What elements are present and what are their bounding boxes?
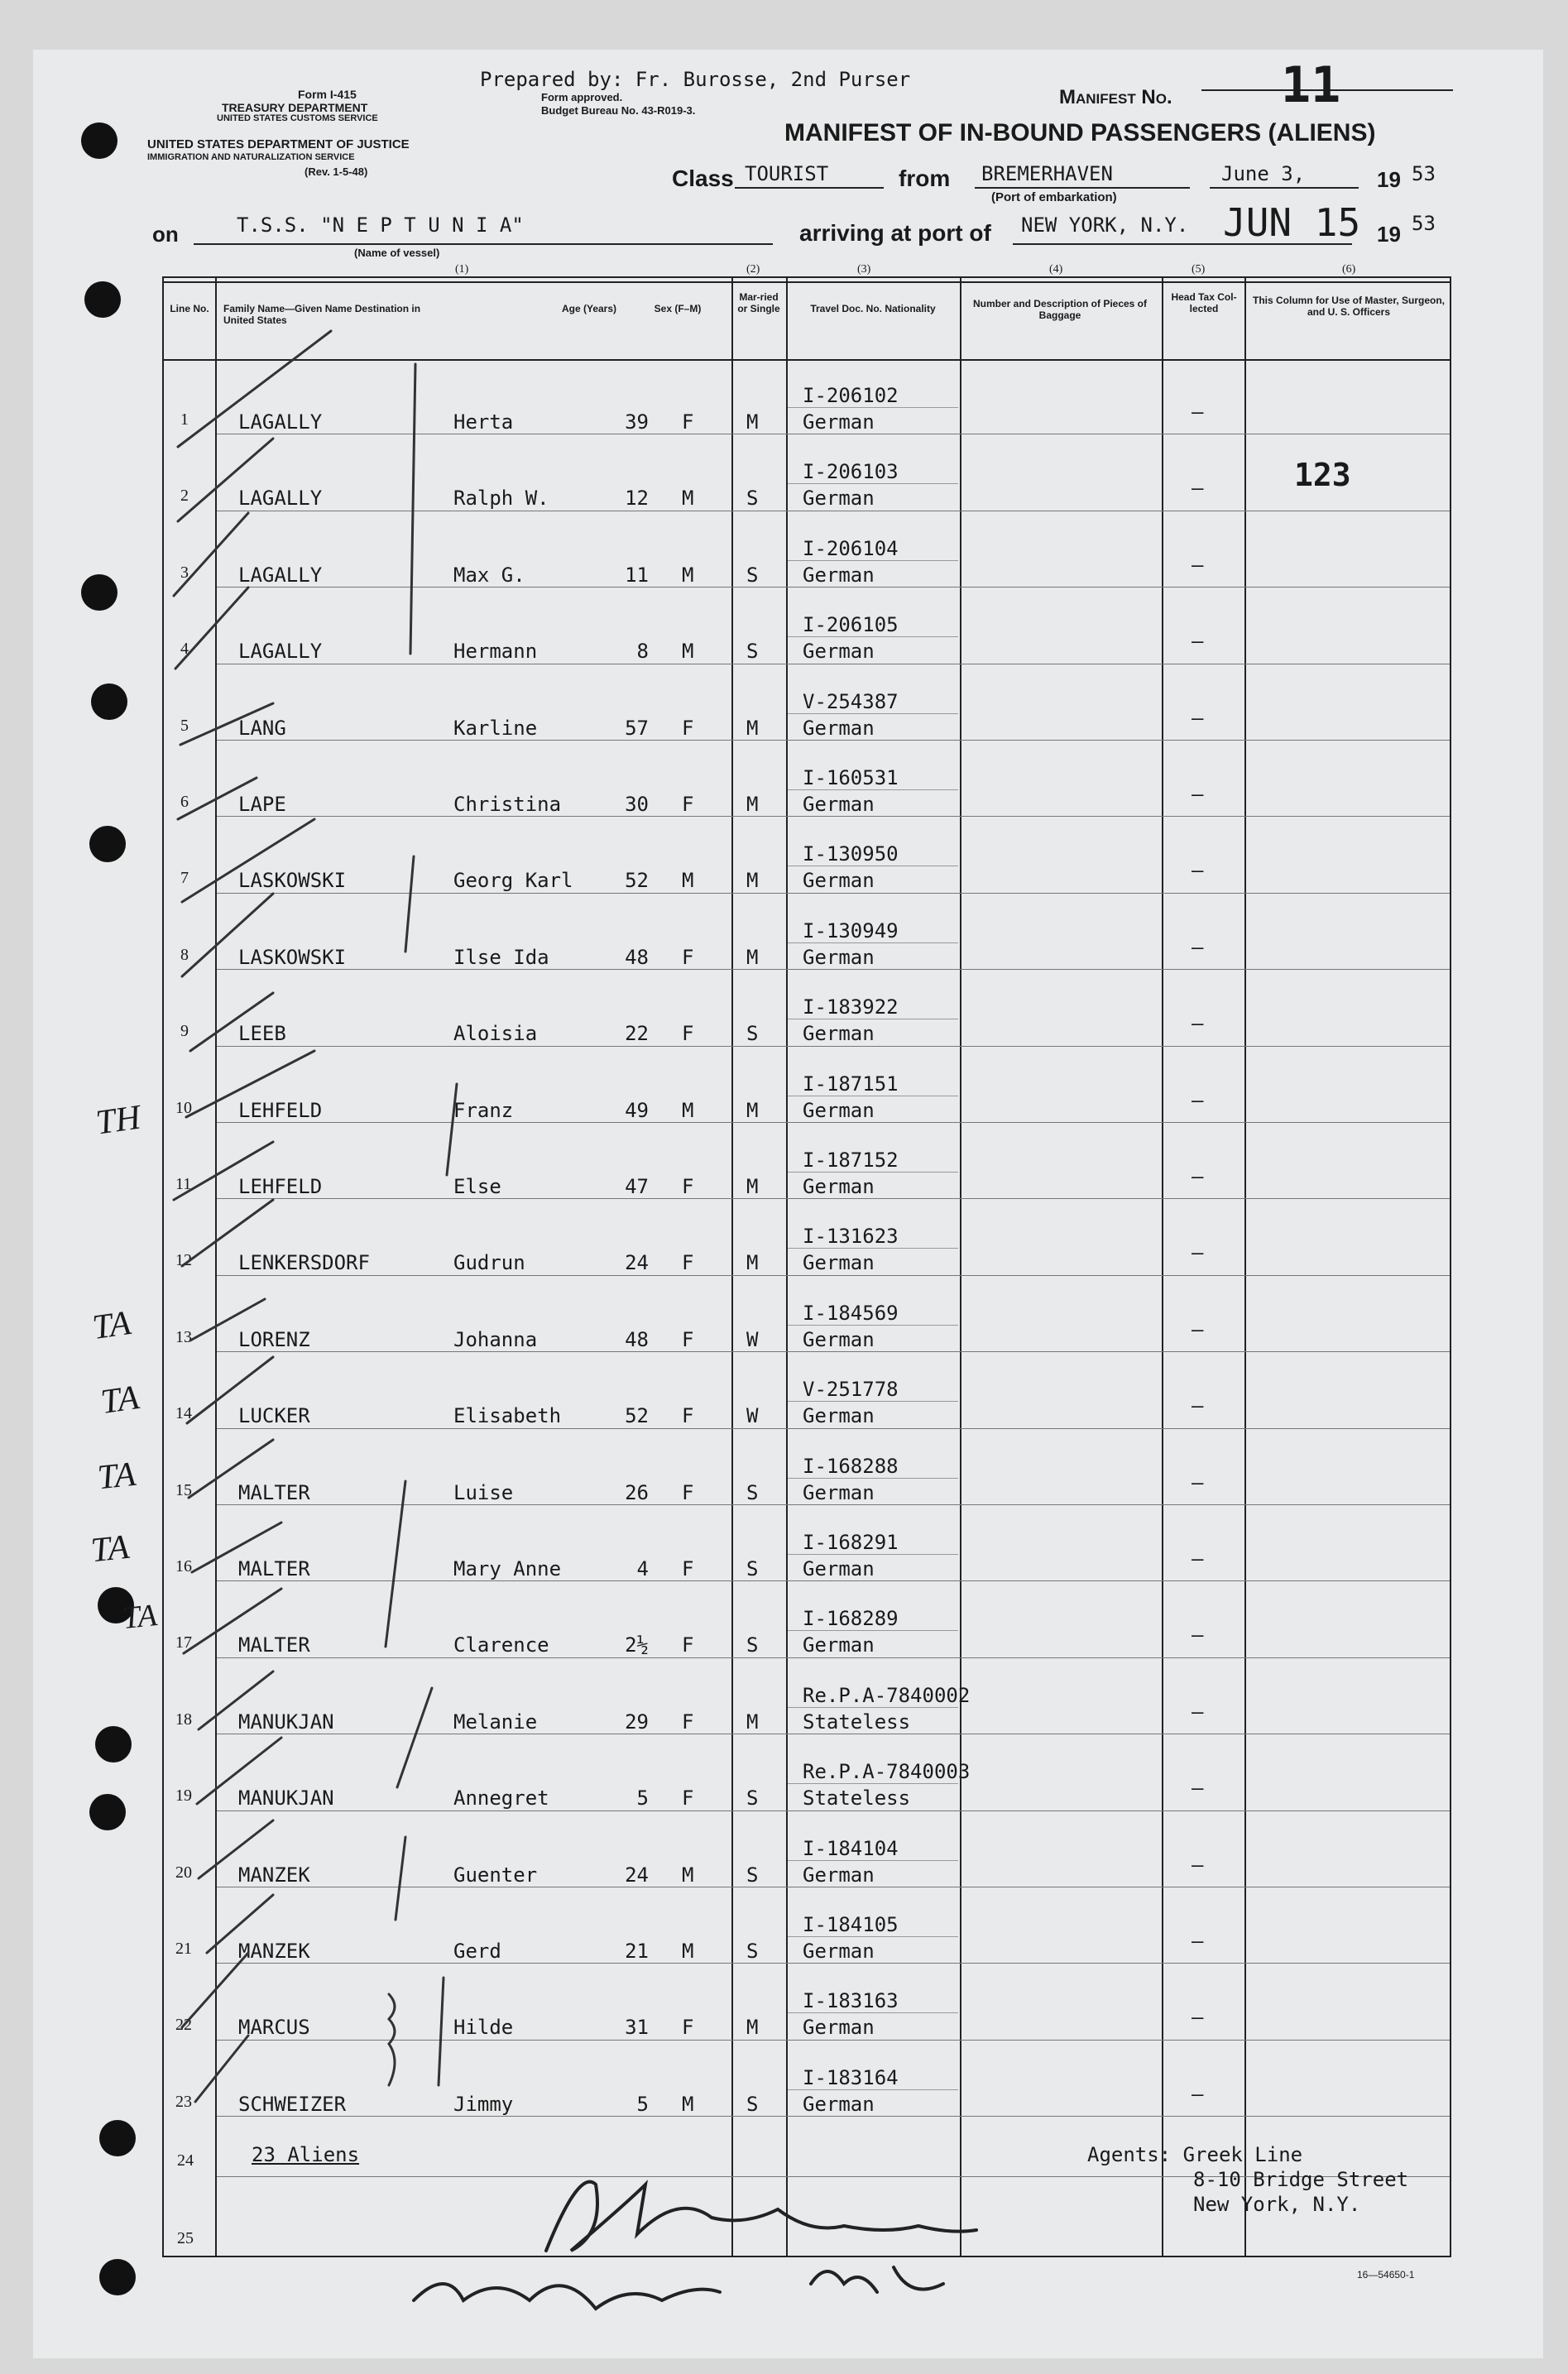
nationality: German: [803, 563, 875, 587]
header-officers: This Column for Use of Master, Surgeon, and U. S. Officers: [1252, 295, 1446, 318]
age: 47: [625, 1175, 649, 1198]
family-name: LEHFELD: [238, 1098, 323, 1122]
col-num-4: (4): [1049, 263, 1063, 276]
check-mark: [175, 588, 248, 669]
given-name: Elisabeth: [453, 1404, 562, 1428]
sex: F: [682, 1633, 694, 1657]
sex: F: [682, 1710, 694, 1734]
check-mark: [184, 1589, 281, 1653]
given-name: Jimmy: [453, 2092, 514, 2116]
margin-note: TA: [98, 1379, 141, 1422]
nationality: German: [803, 1327, 875, 1351]
arrival-date-stamp: JUN 15: [1223, 200, 1361, 245]
row-line-number: 9: [180, 1022, 189, 1041]
check-mark: [195, 2036, 248, 2102]
given-name: Melanie: [453, 1710, 538, 1734]
travel-doc-number: I-168288: [803, 1454, 899, 1478]
aliens-count: 23 Aliens: [252, 2143, 360, 2166]
head-tax: –: [1192, 2006, 1204, 2030]
nationality: German: [803, 1480, 875, 1504]
age: 24: [625, 1251, 649, 1275]
from-label: from: [899, 165, 951, 191]
col-num-1: (1): [455, 263, 469, 276]
marital-status: S: [746, 487, 759, 511]
age: 30: [625, 793, 649, 816]
family-name: LAGALLY: [238, 410, 323, 434]
family-name: MANZEK: [238, 1940, 310, 1963]
head-tax: –: [1192, 1241, 1204, 1265]
head-tax: –: [1192, 1012, 1204, 1036]
age: 49: [625, 1098, 649, 1122]
departure-date: June 3,: [1221, 162, 1306, 185]
check-mark: [180, 703, 273, 745]
marital-status: M: [746, 793, 759, 816]
nationality: German: [803, 869, 875, 893]
travel-doc-number: I-130949: [803, 918, 899, 942]
revision: (Rev. 1-5-48): [304, 165, 368, 178]
nationality: Stateless: [803, 1710, 911, 1734]
bracket-line: [405, 856, 414, 952]
family-name: MARCUS: [238, 2016, 310, 2040]
family-name: LUCKER: [238, 1404, 310, 1428]
row-line-number: 22: [175, 2016, 192, 2035]
age: 8: [636, 640, 649, 664]
head-tax: –: [1192, 1777, 1204, 1801]
header-name: Family Name—Given Name Destination in United States: [223, 303, 421, 326]
given-name: Guenter: [453, 1863, 538, 1887]
check-mark: [190, 1299, 265, 1340]
manifest-title: MANIFEST OF IN-BOUND PASSENGERS (ALIENS): [784, 119, 1376, 146]
family-name: MALTER: [238, 1557, 310, 1580]
header-sex: Sex (F–M): [654, 303, 702, 314]
given-name: Hermann: [453, 640, 538, 664]
margin-note: TA: [90, 1304, 133, 1347]
age: 4: [636, 1557, 649, 1580]
from-value: BREMERHAVEN: [981, 162, 1113, 185]
check-mark: [182, 894, 273, 976]
marital-status: M: [746, 716, 759, 740]
marital-status: S: [746, 1022, 759, 1046]
family-name: LASKOWSKI: [238, 869, 347, 893]
marital-status: S: [746, 1557, 759, 1580]
row-line-number: 1: [180, 410, 189, 429]
check-mark: [186, 1051, 314, 1117]
row-line-number: 4: [180, 640, 189, 659]
row-line-number: 16: [175, 1557, 192, 1575]
marital-status: M: [746, 410, 759, 434]
nationality: German: [803, 1633, 875, 1657]
handwritten-note: [414, 2284, 720, 2309]
age: 48: [625, 1327, 649, 1351]
family-name: SCHWEIZER: [238, 2092, 347, 2116]
sex: F: [682, 1404, 694, 1428]
travel-doc-number: Re.P.A-7840003: [803, 1760, 971, 1784]
family-name: LAGALLY: [238, 487, 323, 511]
travel-doc-number: V-251778: [803, 1378, 899, 1402]
travel-doc-number: I-168291: [803, 1531, 899, 1554]
form-number: Form I-415: [298, 88, 357, 101]
travel-doc-number: V-254387: [803, 689, 899, 713]
agents-line-1: Agents: Greek Line: [1087, 2143, 1303, 2166]
margin-note: TA: [120, 1597, 159, 1637]
given-name: Gerd: [453, 1940, 501, 1963]
check-mark: [197, 1738, 281, 1804]
class-label: Class: [672, 165, 734, 191]
marital-status: W: [746, 1404, 759, 1428]
travel-doc-number: I-160531: [803, 766, 899, 789]
check-mark: [199, 1820, 273, 1878]
sex: M: [682, 1863, 694, 1887]
family-name: LASKOWSKI: [238, 945, 347, 969]
row-line-number: 17: [175, 1633, 192, 1652]
family-name: LORENZ: [238, 1327, 310, 1351]
check-mark: [192, 1523, 281, 1572]
age: 29: [625, 1710, 649, 1734]
head-tax: –: [1192, 477, 1204, 501]
age: 2½: [625, 1633, 649, 1657]
handwritten-time: [811, 2267, 943, 2292]
check-mark: [178, 331, 331, 447]
vessel-name: T.S.S. "N E P T U N I A": [237, 213, 524, 237]
nationality: German: [803, 2092, 875, 2116]
vessel-caption: (Name of vessel): [354, 247, 440, 259]
bracket-line: [397, 1688, 432, 1787]
given-name: Max G.: [453, 563, 525, 587]
head-tax: –: [1192, 1317, 1204, 1341]
row-line-number: 21: [175, 1940, 192, 1958]
travel-doc-number: I-183164: [803, 2065, 899, 2089]
travel-doc-number: I-184569: [803, 1301, 899, 1325]
head-tax: –: [1192, 1088, 1204, 1112]
nationality: German: [803, 1404, 875, 1428]
travel-doc-number: I-130950: [803, 842, 899, 866]
nationality: German: [803, 716, 875, 740]
marital-status: S: [746, 1480, 759, 1504]
given-name: Herta: [453, 410, 514, 434]
row-line-number: 13: [175, 1327, 192, 1346]
check-mark: [174, 1142, 273, 1200]
nationality: German: [803, 2016, 875, 2040]
check-mark: [199, 1671, 273, 1729]
marital-status: M: [746, 1175, 759, 1198]
age: 22: [625, 1022, 649, 1046]
marital-status: S: [746, 640, 759, 664]
family-name: LANG: [238, 716, 286, 740]
check-mark: [182, 1953, 248, 2027]
manifest-label: Manifest No.: [1059, 86, 1172, 108]
marital-status: M: [746, 869, 759, 893]
row-number-24: 24: [177, 2151, 194, 2170]
given-name: Aloisia: [453, 1022, 538, 1046]
travel-doc-number: Re.P.A-7840002: [803, 1683, 971, 1707]
age: 52: [625, 1404, 649, 1428]
row-line-number: 20: [175, 1863, 192, 1882]
form-approved: Form approved.: [541, 91, 623, 103]
given-name: Johanna: [453, 1327, 538, 1351]
age: 12: [625, 487, 649, 511]
head-tax: –: [1192, 2082, 1204, 2106]
sex: F: [682, 1175, 694, 1198]
check-mark: [178, 439, 273, 521]
check-mark: [174, 513, 248, 596]
given-name: Georg Karl: [453, 869, 573, 893]
family-name: LAGALLY: [238, 640, 323, 664]
head-tax: –: [1192, 1853, 1204, 1877]
sex: M: [682, 563, 694, 587]
nationality: German: [803, 640, 875, 664]
check-mark: [189, 1440, 273, 1498]
head-tax: –: [1192, 1394, 1204, 1418]
row-line-number: 12: [175, 1251, 192, 1270]
row-number-25: 25: [177, 2229, 194, 2247]
travel-doc-number: I-206104: [803, 536, 899, 560]
age: 5: [636, 1786, 649, 1810]
header-travel-doc: Travel Doc. No. Nationality: [810, 303, 936, 314]
sex: F: [682, 1251, 694, 1275]
row-line-number: 15: [175, 1480, 192, 1499]
marital-status: M: [746, 1098, 759, 1122]
sex: F: [682, 793, 694, 816]
row-line-number: 11: [175, 1175, 192, 1193]
travel-doc-number: I-183163: [803, 1989, 899, 2013]
nationality: German: [803, 1022, 875, 1046]
travel-doc-number: I-206103: [803, 460, 899, 484]
sex: F: [682, 945, 694, 969]
check-mark: [187, 1357, 273, 1423]
family-name: MALTER: [238, 1480, 310, 1504]
given-name: Gudrun: [453, 1251, 525, 1275]
bracket-line: [396, 1837, 405, 1920]
age: 57: [625, 716, 649, 740]
nationality: German: [803, 945, 875, 969]
family-name: MANUKJAN: [238, 1786, 334, 1810]
head-tax: –: [1192, 935, 1204, 959]
given-name: Else: [453, 1175, 501, 1198]
given-name: Hilde: [453, 2016, 514, 2040]
head-tax: –: [1192, 400, 1204, 424]
head-tax: –: [1192, 1700, 1204, 1724]
head-tax: –: [1192, 1623, 1204, 1647]
margin-note: TA: [89, 1528, 132, 1571]
family-name: LAPE: [238, 793, 286, 816]
marital-status: M: [746, 1251, 759, 1275]
travel-doc-number: I-131623: [803, 1225, 899, 1249]
nationality: German: [803, 1557, 875, 1580]
row-line-number: 14: [175, 1404, 192, 1423]
head-tax: –: [1192, 1470, 1204, 1494]
family-name: MANZEK: [238, 1863, 310, 1887]
given-name: Mary Anne: [453, 1557, 562, 1580]
sex: F: [682, 716, 694, 740]
year-prefix: 19: [1377, 167, 1401, 192]
customs-service: UNITED STATES CUSTOMS SERVICE: [217, 113, 378, 123]
given-name: Christina: [453, 793, 562, 816]
departure-year: 53: [1412, 162, 1436, 185]
family-name: LENKERSDORF: [238, 1251, 370, 1275]
bracket-line: [439, 1978, 444, 2085]
nationality: German: [803, 1940, 875, 1963]
justice-dept: UNITED STATES DEPARTMENT OF JUSTICE: [147, 137, 410, 151]
bracket-line: [386, 1481, 405, 1647]
nationality: German: [803, 1863, 875, 1887]
port-caption: (Port of embarkation): [991, 190, 1117, 204]
family-name: LAGALLY: [238, 563, 323, 587]
arrival-year: 53: [1412, 212, 1436, 235]
manifest-number: 11: [1281, 56, 1341, 114]
age: 48: [625, 945, 649, 969]
marital-status: S: [746, 1633, 759, 1657]
head-tax: –: [1192, 859, 1204, 883]
year-prefix-2: 19: [1377, 222, 1401, 247]
margin-note: TH: [94, 1098, 143, 1143]
travel-doc-number: I-187151: [803, 1072, 899, 1096]
head-tax: –: [1192, 1930, 1204, 1953]
head-tax: –: [1192, 630, 1204, 654]
margin-note: TA: [95, 1455, 138, 1498]
check-mark: [182, 1200, 273, 1266]
treasury-dept: TREASURY DEPARTMENT: [222, 101, 368, 114]
family-name: MANUKJAN: [238, 1710, 334, 1734]
family-name: LEEB: [238, 1022, 286, 1046]
marital-status: S: [746, 1863, 759, 1887]
sex: F: [682, 1327, 694, 1351]
col-num-2: (2): [746, 263, 760, 276]
row-line-number: 3: [180, 563, 189, 582]
sex: M: [682, 1098, 694, 1122]
given-name: Ilse Ida: [453, 945, 549, 969]
row-line-number: 23: [175, 2092, 192, 2111]
marital-status: S: [746, 1940, 759, 1963]
age: 5: [636, 2092, 649, 2116]
row-line-number: 2: [180, 487, 189, 506]
marital-status: M: [746, 945, 759, 969]
age: 31: [625, 2016, 649, 2040]
sex: M: [682, 869, 694, 893]
travel-doc-number: I-168289: [803, 1607, 899, 1631]
age: 24: [625, 1863, 649, 1887]
sex: M: [682, 1940, 694, 1963]
marital-status: M: [746, 2016, 759, 2040]
marital-status: M: [746, 1710, 759, 1734]
ins-service: IMMIGRATION AND NATURALIZATION SERVICE: [147, 152, 355, 162]
nationality: German: [803, 1175, 875, 1198]
agents-line-2: 8-10 Bridge Street: [1193, 2168, 1409, 2191]
travel-doc-number: I-187152: [803, 1149, 899, 1172]
given-name: Annegret: [453, 1786, 549, 1810]
sex: F: [682, 1480, 694, 1504]
bracket-line: [447, 1084, 457, 1175]
col-num-6: (6): [1342, 263, 1356, 276]
family-name: MALTER: [238, 1633, 310, 1657]
row-line-number: 7: [180, 869, 189, 888]
head-tax: –: [1192, 553, 1204, 577]
header-baggage: Number and Description of Pieces of Baggage: [972, 298, 1148, 321]
head-tax: –: [1192, 706, 1204, 730]
header-head-tax: Head Tax Col-lected: [1171, 291, 1237, 314]
sex: F: [682, 2016, 694, 2040]
travel-doc-number: I-184105: [803, 1913, 899, 1936]
header-age: Age (Years): [561, 303, 617, 314]
head-tax: –: [1192, 1547, 1204, 1571]
sex: M: [682, 2092, 694, 2116]
given-name: Karline: [453, 716, 538, 740]
head-tax: –: [1192, 783, 1204, 806]
prepared-by: Prepared by: Fr. Burosse, 2nd Purser: [480, 68, 911, 91]
header-line-no: Line No.: [170, 303, 209, 314]
travel-doc-number: I-183922: [803, 995, 899, 1019]
check-mark: [190, 993, 273, 1051]
age: 52: [625, 869, 649, 893]
arrival-port: NEW YORK, N.Y.: [1021, 213, 1189, 237]
row-line-number: 19: [175, 1786, 192, 1806]
row-line-number: 18: [175, 1710, 192, 1729]
print-code: 16—54650-1: [1357, 2269, 1415, 2280]
nationality: German: [803, 410, 875, 434]
col-num-3: (3): [857, 263, 871, 276]
agents-line-3: New York, N.Y.: [1193, 2193, 1361, 2216]
nationality: German: [803, 1098, 875, 1122]
header-married: Mar-ried or Single: [737, 291, 780, 314]
row-line-number: 6: [180, 793, 189, 811]
col-num-5: (5): [1192, 263, 1206, 276]
bracket-line: [410, 364, 415, 654]
nationality: German: [803, 793, 875, 816]
sex: F: [682, 1786, 694, 1810]
given-name: Franz: [453, 1098, 514, 1122]
travel-doc-number: I-184104: [803, 1836, 899, 1860]
marital-status: S: [746, 1786, 759, 1810]
on-label: on: [152, 222, 179, 247]
row-line-number: 10: [175, 1098, 192, 1117]
nationality: Stateless: [803, 1786, 911, 1810]
class-value: TOURIST: [745, 162, 829, 185]
check-mark: [182, 819, 314, 902]
budget-bureau: Budget Bureau No. 43-R019-3.: [541, 104, 696, 117]
travel-doc-number: I-206105: [803, 613, 899, 637]
row-line-number: 8: [180, 945, 189, 964]
given-name: Ralph W.: [453, 487, 549, 511]
age: 26: [625, 1480, 649, 1504]
given-name: Clarence: [453, 1633, 549, 1657]
row-line-number: 5: [180, 716, 189, 735]
sex: F: [682, 1022, 694, 1046]
age: 21: [625, 1940, 649, 1963]
marital-status: S: [746, 563, 759, 587]
check-mark: [178, 778, 257, 819]
arriving-label: arriving at port of: [799, 220, 991, 246]
given-name: Luise: [453, 1480, 514, 1504]
signature: [546, 2182, 976, 2251]
sex: F: [682, 1557, 694, 1580]
sex: M: [682, 640, 694, 664]
sex: F: [682, 410, 694, 434]
nationality: German: [803, 1251, 875, 1275]
age: 11: [625, 563, 649, 587]
sex: M: [682, 487, 694, 511]
marital-status: S: [746, 2092, 759, 2116]
family-name: LEHFELD: [238, 1175, 323, 1198]
check-mark: [207, 1895, 273, 1953]
age: 39: [625, 410, 649, 434]
travel-doc-number: I-206102: [803, 384, 899, 407]
officer-number: 123: [1294, 457, 1351, 493]
head-tax: –: [1192, 1165, 1204, 1188]
family-bracket: [389, 1994, 395, 2085]
nationality: German: [803, 487, 875, 511]
marital-status: W: [746, 1327, 759, 1351]
